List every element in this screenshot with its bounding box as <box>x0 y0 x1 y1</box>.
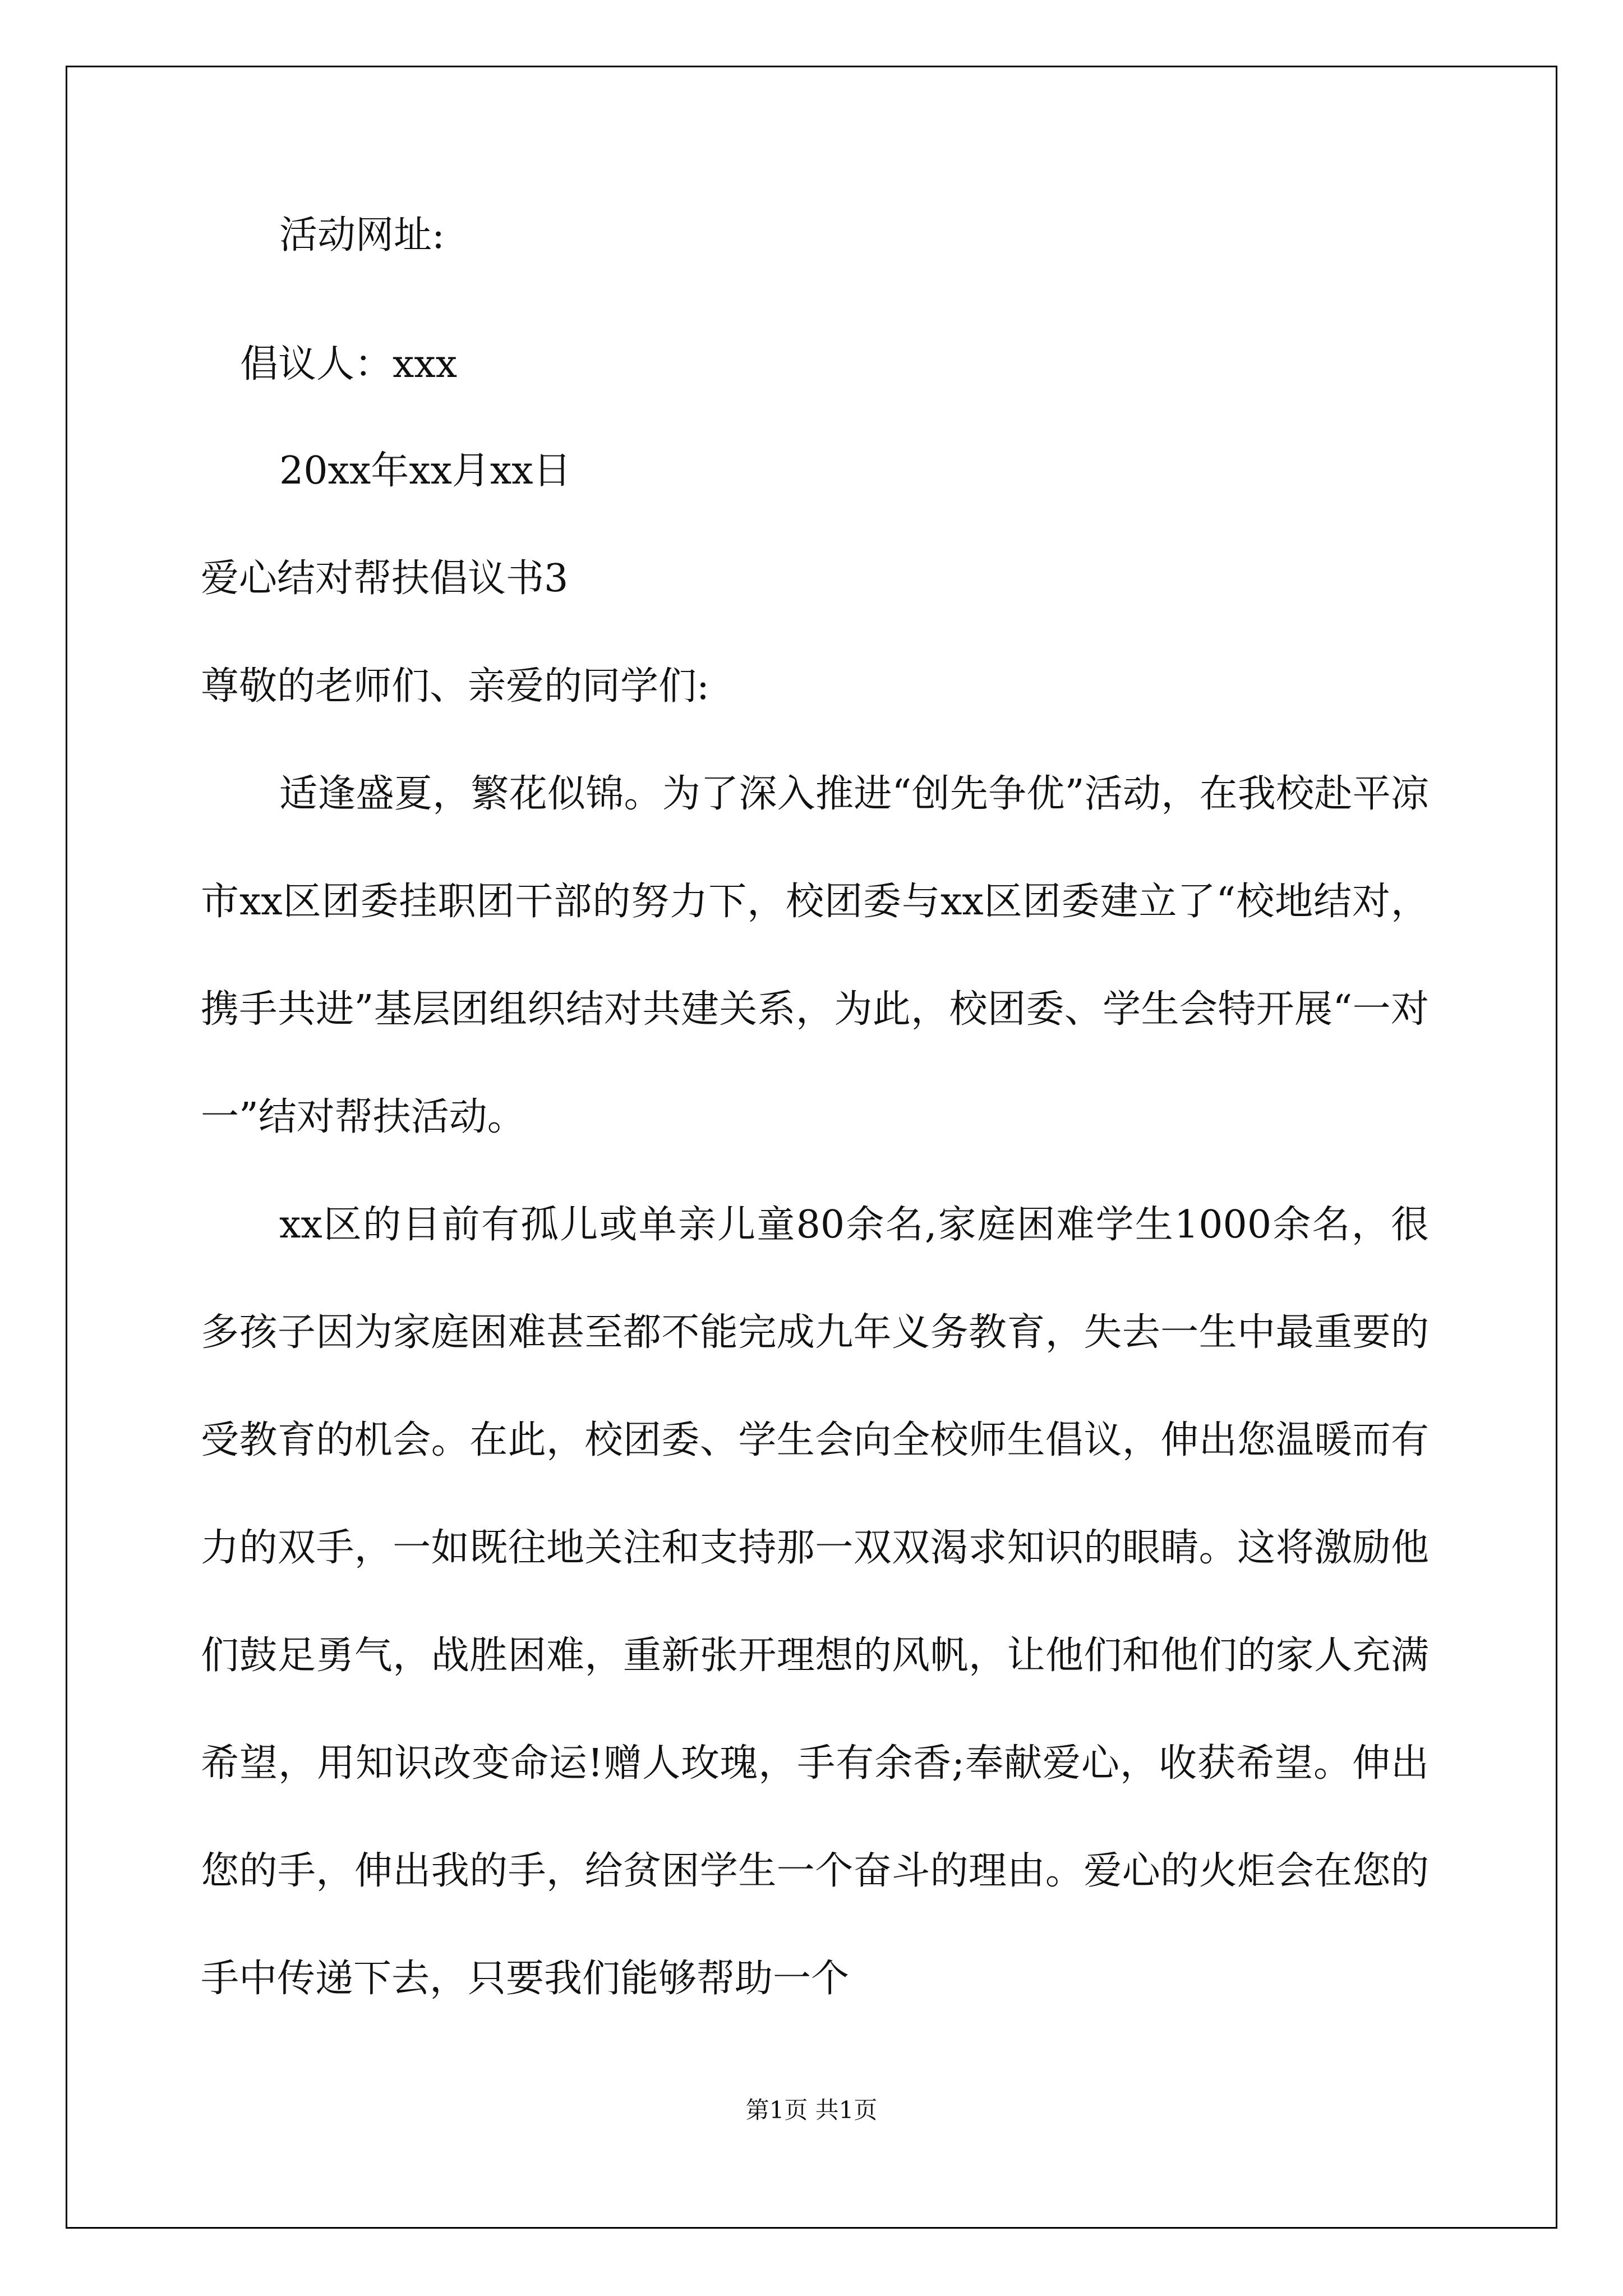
date-line: 20xx年xx月xx日 <box>279 449 571 493</box>
initiator-line: 倡议人：xxx <box>240 342 458 386</box>
page-footer: 第1页 共1页 <box>745 2096 878 2124</box>
paragraph-appeal: xx区的目前有孤儿或单亲儿童80余名,家庭困难学生1000余名，很多孩子因为家庭困难甚至都不能完成九年义务教育，失去一生中最重要的受教育的机会。在此，校团委、学生会向全校师生倡议，伸出您温暖而有力的双手，一如既往地关注和支持那一双双渴求知识的眼睛。这将激励他们鼓足勇气，战胜困难，重新张开理想的风帆，让他们和他们的家人充满希望，用知识改变命运!赠人玫瑰，手有余香;奉献爱心，收获希望。伸出您的手，伸出我的手，给贫困学生一个奋斗的理由。爱心的火炬会在您的手中传递下去，只要我们能够帮助一个 <box>201 1203 1429 2001</box>
website-line: 活动网址: <box>279 213 445 257</box>
paragraph-intro: 适逢盛夏，繁花似锦。为了深入推进“创先争优”活动，在我校赴平凉市xx区团委挂职团干部的努力下，校团委与xx区团委建立了“校地结对，携手共进”基层团组织结对共建关系，为此，校团委、学生会特开展“一对一”结对帮扶活动。 <box>201 772 1429 1139</box>
document-title: 爱心结对帮扶倡议书3 <box>201 556 569 601</box>
salutation: 尊敬的老师们、亲爱的同学们: <box>201 664 709 708</box>
